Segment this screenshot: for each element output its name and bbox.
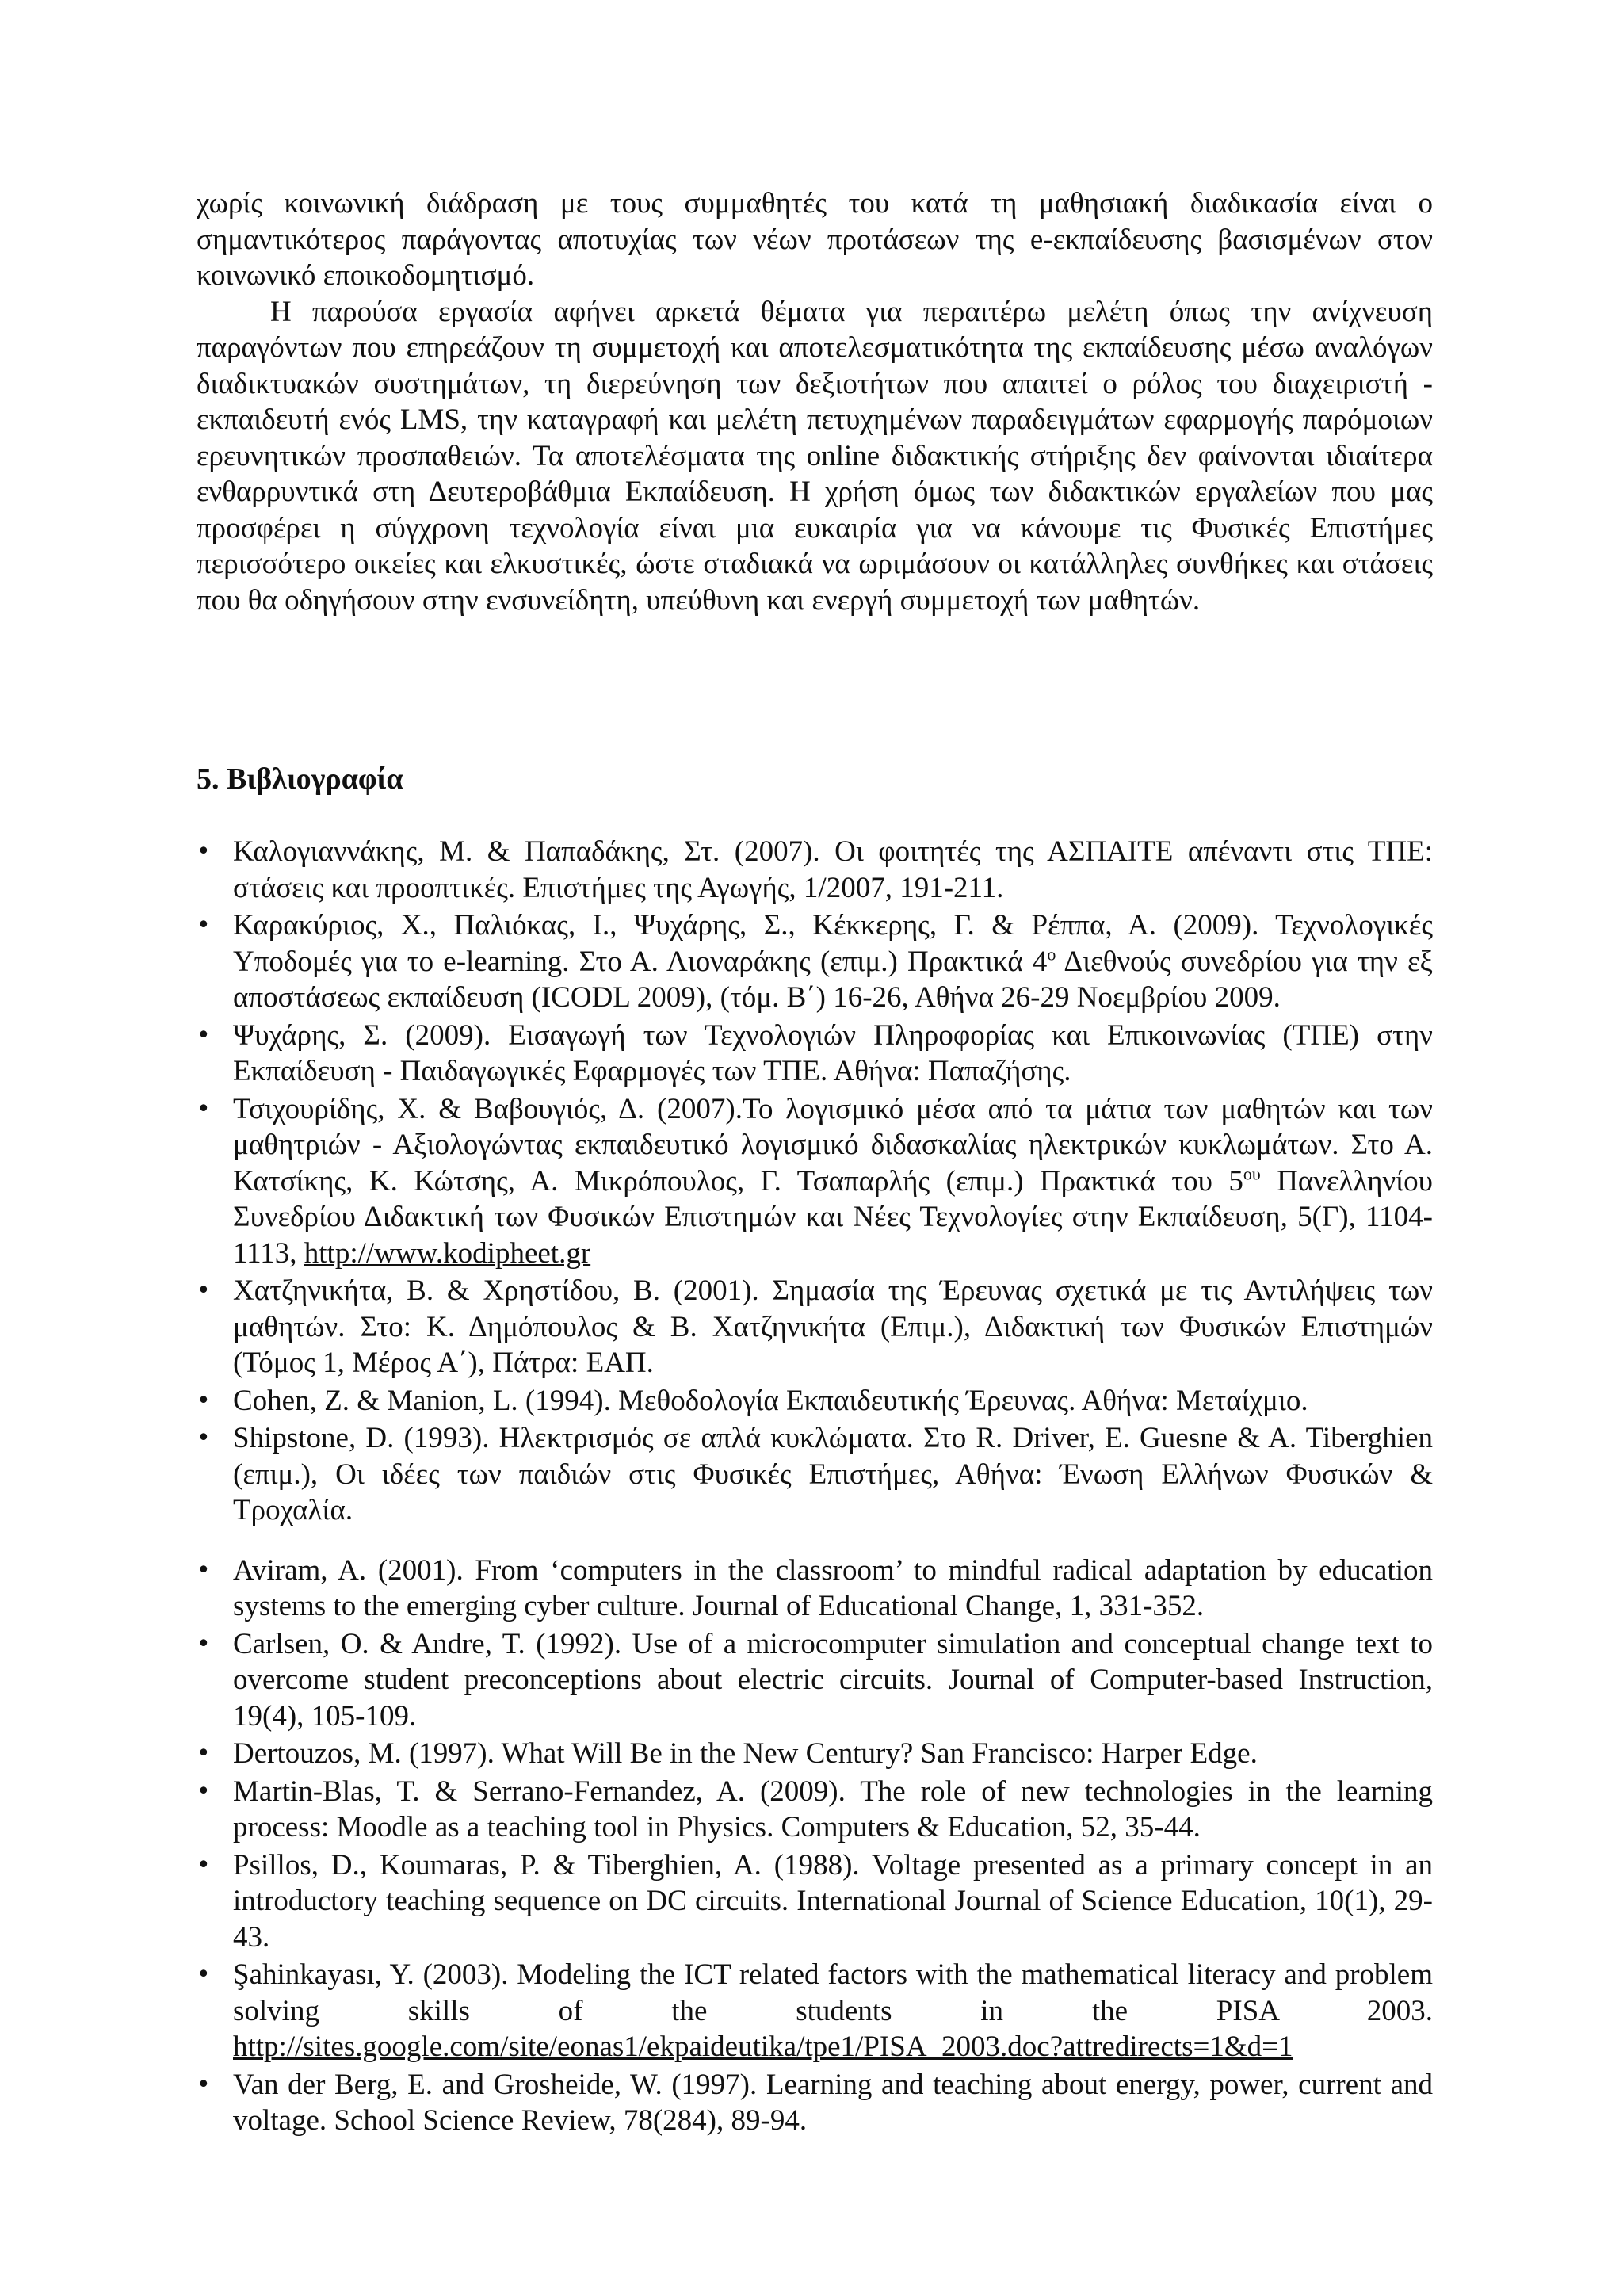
bullet-icon: • (197, 1851, 211, 1879)
reference-link[interactable]: http://www.kodipheet.gr (304, 1236, 591, 1270)
reference-link[interactable]: http://sites.google.com/site/eonas1/ekpaideutika/tpe1/PISA_2003.doc?attredirects=1&d=1 (233, 2030, 1293, 2063)
bullet-icon: • (197, 1386, 211, 1415)
reference-text: Van der Berg, E. and Grosheide, W. (1997). Learning and teaching about energy, power, current and voltage. School Science Review, 78(284), 89-94. (233, 2068, 1433, 2137)
reference-text: Χατζηνικήτα, Β. & Χρηστίδου, Β. (2001). Σημασία της Έρευνας σχετικά με τις Αντιλήψεις των μαθητών. Στο: Κ. Δημόπουλος & Β. Χατζηνικήτα (Επιμ.), Διδακτική των Φυσικών Επιστημών (Τόμος 1, Μέρος Α΄), Πάτρα: ΕΑΠ. (233, 1274, 1433, 1379)
section-heading: 5. Βιβλιογραφία (197, 762, 403, 796)
reference-text: Dertouzos, M. (1997). What Will Be in the New Century? San Francisco: Harper Edge. (233, 1737, 1258, 1770)
reference-text: Aviram, A. (2001). From ‘computers in the classroom’ to mindful radical adaptation by education systems to the emerging cyber culture. Journal of Educational Change, 1, 331-352. (233, 1553, 1433, 1622)
paragraph: χωρίς κοινωνική διάδραση με τους συμμαθητές του κατά τη μαθησιακή διαδικασία είναι ο σημαντικότερος παράγοντας αποτυχίας των νέων προτάσεων της e-εκπαίδευσης βασισμένων στον κοινωνικό εποικοδομητισμό. (197, 187, 1433, 292)
reference-text: , 10(1), 29-43. (233, 1885, 1434, 1954)
list-item (197, 1957, 1433, 2065)
bullet-icon: • (197, 1277, 211, 1305)
list-item (197, 1774, 1433, 1846)
reference-text: Shipstone, D. (1993). Ηλεκτρισμός σε απλά κυκλώματα. Στο R. Driver, E. Guesne & A. Tiberghien (επιμ.), Οι ιδέες των παιδιών στις Φυσικές Επιστήμες, Αθήνα: Ένωση Ελλήνων Φυσικών & Τροχαλία. (233, 1422, 1433, 1526)
bullet-icon: • (197, 1095, 211, 1123)
list-item (197, 1736, 1433, 1772)
bullet-icon: • (197, 1556, 211, 1584)
list-item (197, 1383, 1433, 1419)
reference-text: Πανελληνίου Συνεδρίου Διδακτική των Φυσικών Επιστημών και Νέες Τεχνολογίες στην Εκπαίδευση, 5(Γ), 1104-1113, (233, 1164, 1433, 1270)
bullet-icon: • (197, 1777, 211, 1805)
paragraph: Η παρούσα εργασία αφήνει αρκετά θέματα για περαιτέρω μελέτη όπως την ανίχνευση παραγόντων που επηρεάζουν τη συμμετοχή και αποτελεσματικότητα της εκπαίδευσης μέσω αναλόγων διαδικτυακών συστημάτων, τη διερεύνηση των δεξιοτήτων που απαιτεί ο ρόλος του διαχειριστή - εκπαιδευτή ενός LMS, την καταγραφή και μελέτη πετυχημένων παραδειγμάτων εφαρμογής παρόμοιων ερευνητικών προσπαθειών. Τα αποτελέσματα της online διδακτικής στήριξης δεν φαίνονται ιδιαίτερα ενθαρρυντικά στη Δευτεροβάθμια Εκπαίδευση. Η χρήση όμως των διδακτικών εργαλείων που μας προσφέρει η σύγχρονη τεχνολογία είναι μια ευκαιρία για να κάνουμε τις Φυσικές Επιστήμες περισσότερο οικείες και ελκυστικές, ώστε σταδιακά να ωριμάσουν οι κατάλληλες συνθήκες και στάσεις που θα οδηγήσουν στην ενσυνείδητη, υπεύθυνη και ενεργή συμμετοχή των μαθητών. (197, 295, 1433, 617)
bullet-icon: • (197, 1740, 211, 1767)
bullet-icon: • (197, 838, 211, 865)
list-item (197, 1273, 1433, 1381)
list-item (197, 1018, 1433, 1090)
reference-text: Şahinkayası, Y. (2003). Modeling the ICT related factors with the mathematical literacy and problem solving skills of the students in the PISA 2003. (233, 1958, 1433, 2027)
list-item (197, 1420, 1433, 1529)
reference-text: Ψυχάρης, Σ. (2009). Εισαγωγή των Τεχνολογιών Πληροφορίας και Επικοινωνίας (ΤΠΕ) στην Εκπαίδευση - Παιδαγωγικές Εφαρμογές των ΤΠΕ. Αθήνα: Παπαζήσης. (233, 1018, 1433, 1087)
reference-text: Psillos, D., Koumaras, P. & Tiberghien, A. (1988). Voltage presented as a primary concept in an introductory teaching sequence on DC circuits. International Journal of Science Education (233, 1848, 1433, 1917)
bullet-icon: • (197, 911, 211, 939)
list-item (197, 1847, 1433, 1956)
superscript: ου (1243, 1163, 1261, 1184)
reference-text: Cohen, Z. & Manion, L. (1994). Μεθοδολογία Εκπαιδευτικής Έρευνας. Αθήνα: Μεταίχμιο. (233, 1384, 1308, 1417)
list-item (197, 1553, 1433, 1625)
bullet-icon: • (197, 1021, 211, 1049)
list-item (197, 1626, 1433, 1735)
reference-text: Τσιχουρίδης, Χ. & Βαβουγιός, Δ. (2007).Το λογισμικό μέσα από τα μάτια των μαθητών και των μαθητριών - Αξιολογώντας εκπαιδευτικό λογισμικό διδασκαλίας ηλεκτρικών κυκλωμάτων. Στο Α. Κατσίκης, Κ. Κώτσης, Α. Μικρόπουλος, Γ. Τσαπαρλής (επιμ.) Πρακτικά του 5 (233, 1092, 1433, 1198)
reference-text: Διεθνούς συνεδρίου για την εξ αποστάσεως εκπαίδευση (ICODL 2009), (τόμ. Β΄) 16-26, Αθήνα 26-29 Νοεμβρίου 2009. (233, 945, 1433, 1014)
reference-list (197, 834, 1433, 2141)
bullet-icon: • (197, 1424, 211, 1452)
list-item (197, 907, 1433, 1016)
reference-text: Καλογιαννάκης, Μ. & Παπαδάκης, Στ. (2007). Οι φοιτητές της ΑΣΠΑΙΤΕ απέναντι στις ΤΠΕ: στάσεις και προοπτικές. Επιστήμες της Αγωγής, 1/2007, 191-211. (233, 835, 1433, 904)
reference-text: Carlsen, O. & Andre, T. (1992). Use of a microcomputer simulation and conceptual change text to overcome student preconceptions about electric circuits. Journal of Computer-based Instruction, 19(4), 105-109. (233, 1627, 1433, 1733)
reference-text: Martin-Blas, T. & Serrano-Fernandez, A. (2009). The role of new technologies in the learning process: Moodle as a teaching tool in Physics. Computers & Education, 52, 35-44. (233, 1775, 1433, 1843)
body-text (197, 185, 1433, 618)
list-item (197, 1091, 1433, 1272)
bullet-icon: • (197, 1961, 211, 1988)
list-item (197, 834, 1433, 906)
superscript: ο (1047, 944, 1056, 965)
bullet-icon: • (197, 1629, 211, 1658)
bullet-icon: • (197, 2070, 211, 2099)
reference-text: Καρακύριος, Χ., Παλιόκας, Ι., Ψυχάρης, Σ., Κέκκερης, Γ. & Ρέππα, Α. (2009). Τεχνολογικές Υποδομές για το e-learning. Στο Α. Λιοναράκης (επιμ.) Πρακτικά 4 (233, 909, 1433, 978)
list-item (197, 2067, 1433, 2139)
